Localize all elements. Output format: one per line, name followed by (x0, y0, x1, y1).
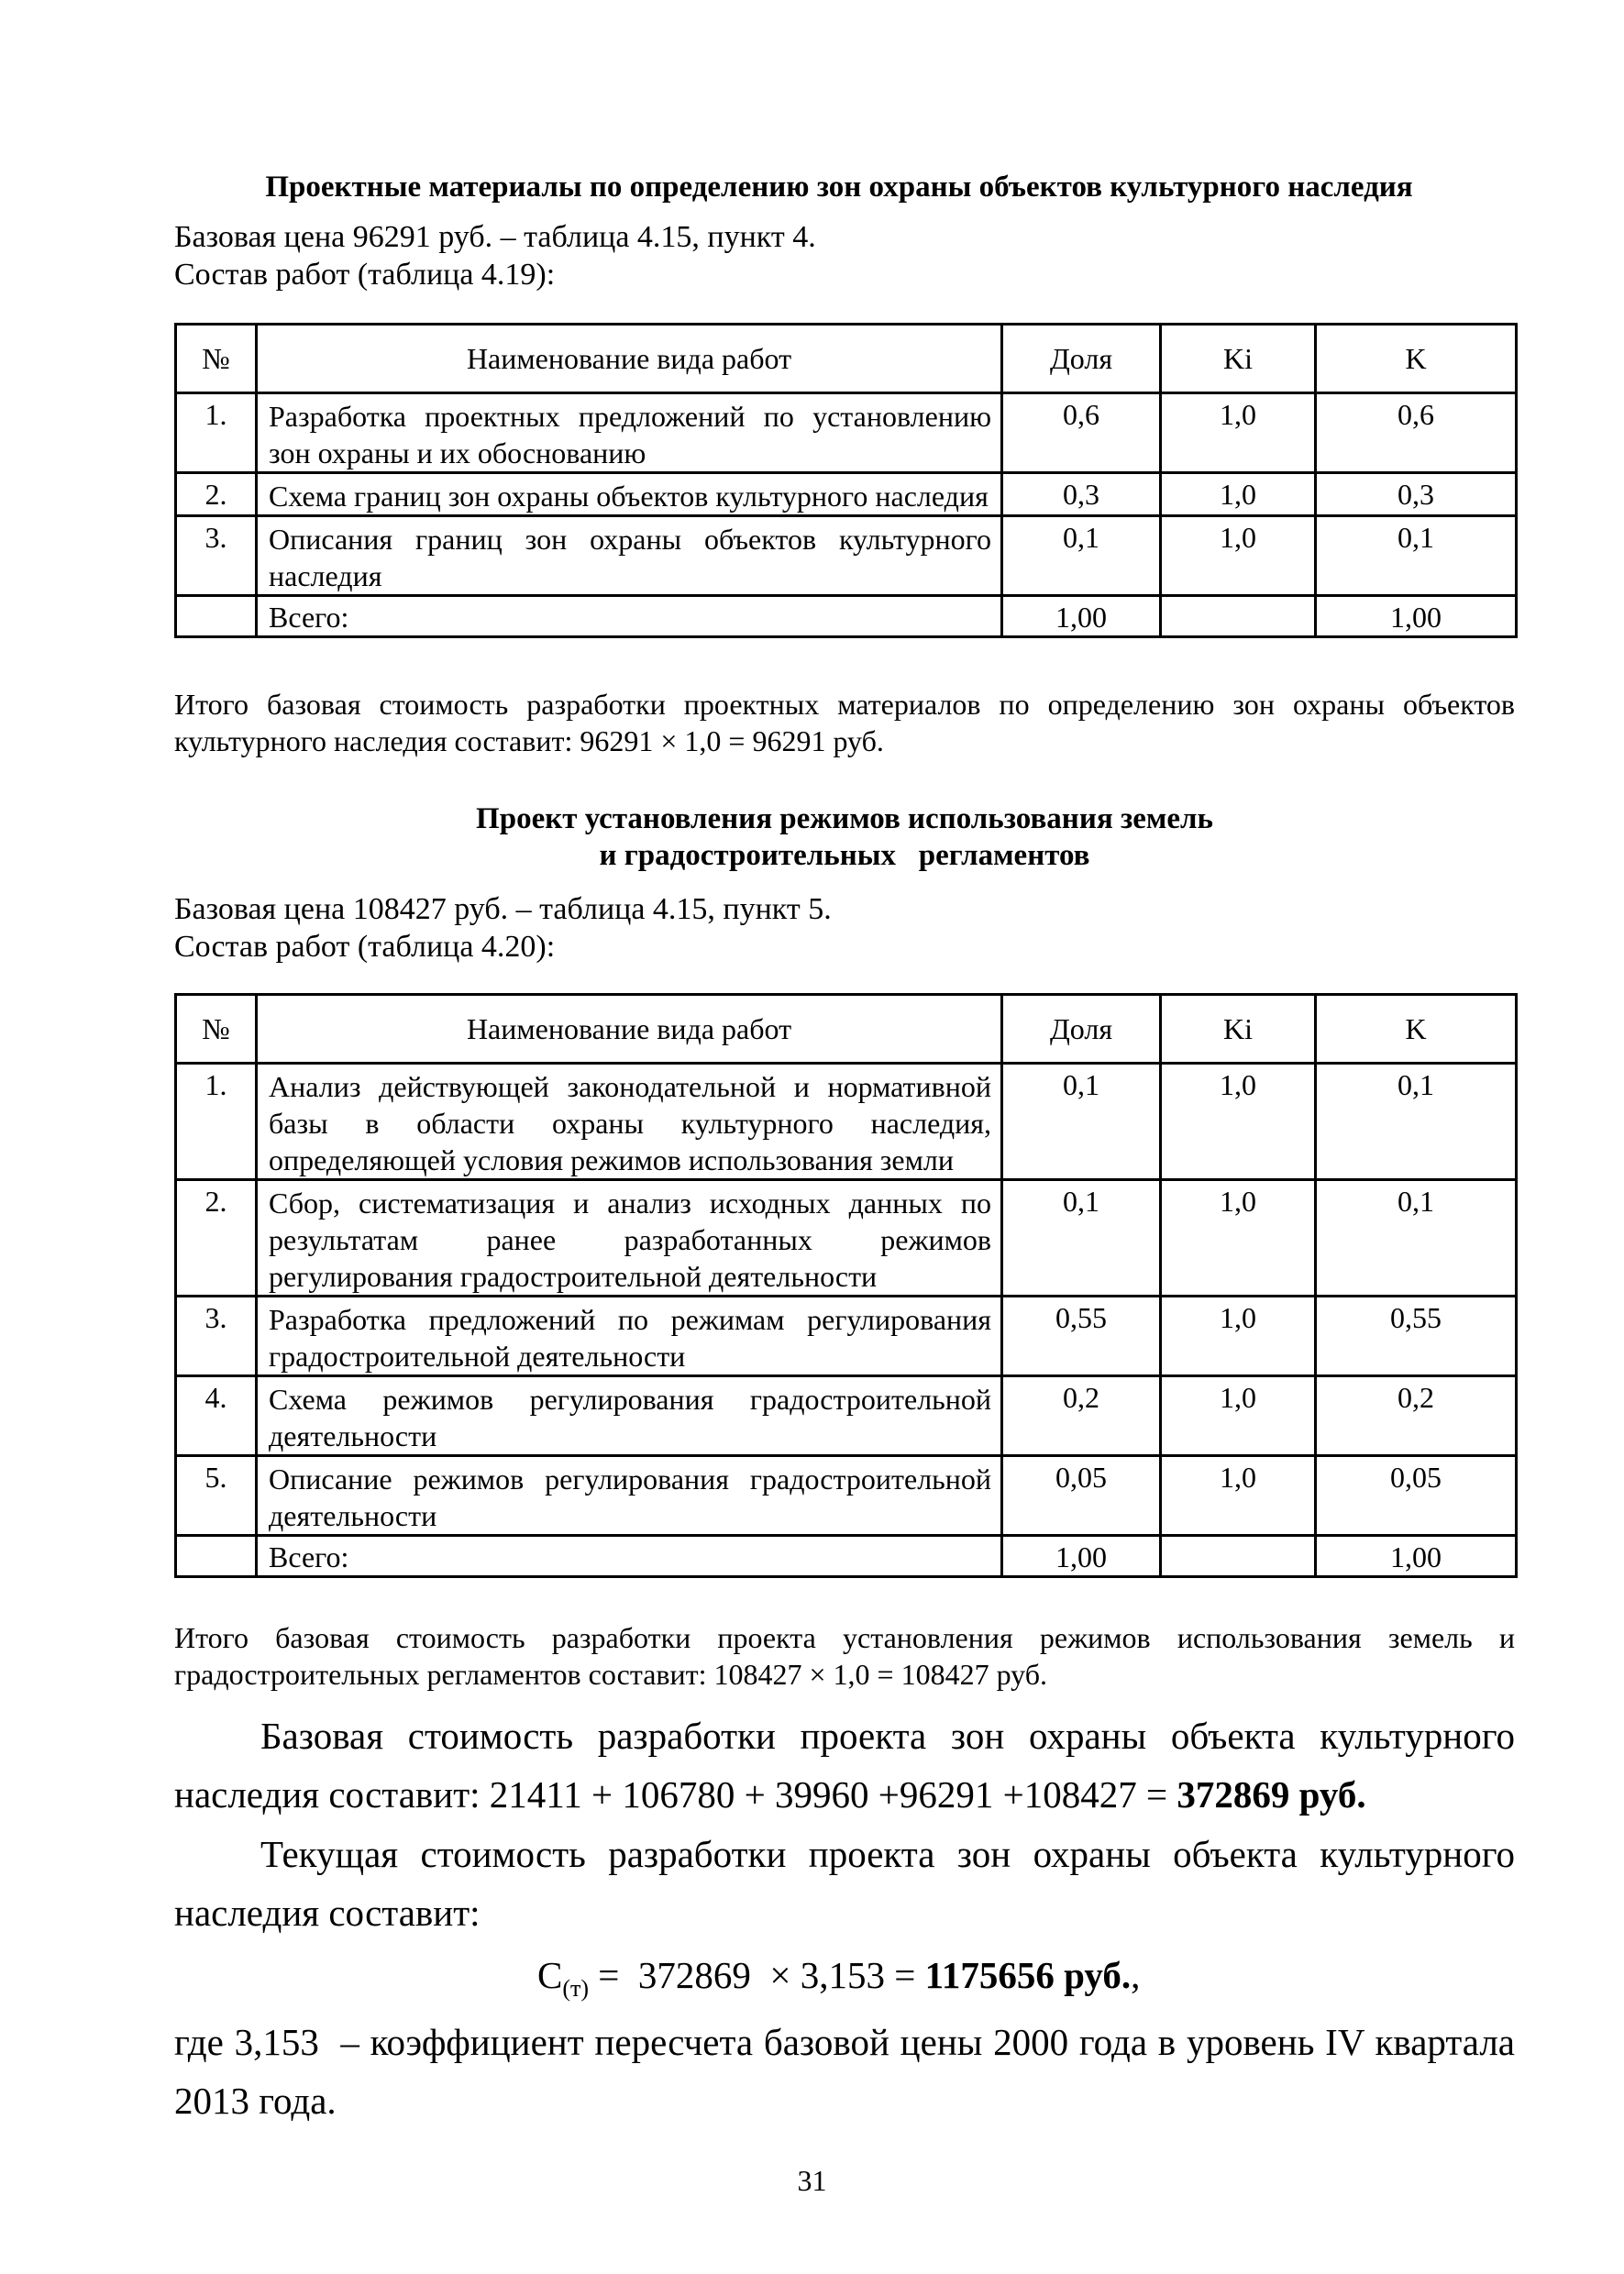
table-row (176, 1064, 1517, 1180)
row-num: 1. (176, 393, 257, 473)
row-ki: 1,0 (1161, 473, 1316, 516)
row-num: 1. (176, 1064, 257, 1180)
col-header-num: № (176, 995, 257, 1064)
total-share: 1,00 (1002, 1536, 1161, 1577)
row-k: 0,1 (1316, 1180, 1517, 1297)
col-header-name: Наименование вида работ (257, 325, 1002, 393)
row-share: 0,05 (1002, 1456, 1161, 1536)
section2-summary: Итого базовая стоимость разработки проекта установления режимов использования земель и градостроительных регламентов составит: 108427 × 1,0 = 108427 руб. (174, 1621, 1515, 1691)
row-k: 0,3 (1316, 473, 1517, 516)
base-cost-text: Базовая стоимость разработки проекта зон охраны объекта культурного наследия составит: 21411 + 106780 + 39960 +96291 +108427 = (174, 1715, 1515, 1816)
coefficient-note: где 3,153 – коэффициент пересчета базовой цены 2000 года в уровень IV квартала 2013 года. (174, 2021, 1525, 2122)
row-name: Описания границ зон охраны объектов культурного наследия (257, 516, 1002, 596)
row-num: 5. (176, 1456, 257, 1536)
col-header-num: № (176, 325, 257, 393)
section2-base-price: Базовая цена 108427 руб. – таблица 4.15, пункт 5. (174, 892, 832, 926)
table-header-row (176, 325, 1517, 393)
col-header-name: Наименование вида работ (257, 995, 1002, 1064)
row-name: Анализ действующей законодательной и нормативной базы в области охраны культурного наследия, определяющей условия режимов использования земли (257, 1064, 1002, 1180)
row-num: 2. (176, 1180, 257, 1297)
col-header-k: K (1316, 995, 1517, 1064)
row-name: Описание режимов регулирования градостроительной деятельности (257, 1456, 1002, 1536)
row-ki: 1,0 (1161, 1297, 1316, 1376)
row-k: 0,6 (1316, 393, 1517, 473)
formula-tail: , (1131, 1954, 1141, 1996)
total-ki-empty (1161, 596, 1316, 637)
table-total-row (176, 596, 1517, 637)
row-share: 0,1 (1002, 516, 1161, 596)
row-ki: 1,0 (1161, 516, 1316, 596)
total-k: 1,00 (1316, 1536, 1517, 1577)
row-share: 0,2 (1002, 1376, 1161, 1456)
section2-title-line2: и градостроительных регламентов (599, 839, 1090, 872)
table-row (176, 1180, 1517, 1297)
row-num: 3. (176, 1297, 257, 1376)
total-label: Всего: (257, 1536, 1002, 1577)
col-header-ki: Ki (1161, 325, 1316, 393)
row-name: Схема границ зон охраны объектов культурного наследия (257, 473, 1002, 516)
table-row (176, 516, 1517, 596)
total-k: 1,00 (1316, 596, 1517, 637)
row-name: Сбор, систематизация и анализ исходных данных по результатам ранее разработанных режимов регулирования градостроительной деятельности (257, 1180, 1002, 1297)
row-share: 0,6 (1002, 393, 1161, 473)
row-share: 0,55 (1002, 1297, 1161, 1376)
row-share: 0,1 (1002, 1180, 1161, 1297)
row-num: 4. (176, 1376, 257, 1456)
row-num: 2. (176, 473, 257, 516)
table-row (176, 1297, 1517, 1376)
table-total-row (176, 1536, 1517, 1577)
col-header-share: Доля (1002, 995, 1161, 1064)
row-ki: 1,0 (1161, 1376, 1316, 1456)
current-cost-formula (537, 1946, 1140, 2018)
row-k: 0,2 (1316, 1376, 1517, 1456)
section2-title-line1: Проект установления режимов использования земель (476, 802, 1213, 835)
total-share: 1,00 (1002, 596, 1161, 637)
page-number: 31 (797, 2164, 827, 2197)
row-num: 3. (176, 516, 257, 596)
section1-summary: Итого базовая стоимость разработки проектных материалов по определению зон охраны объектов культурного наследия составит: 96291 × 1,0 = 96291 руб. (174, 688, 1515, 757)
works-table-4-20 (174, 993, 1518, 1578)
section2-composition: Состав работ (таблица 4.20): (174, 930, 556, 964)
table-row (176, 393, 1517, 473)
row-share: 0,1 (1002, 1064, 1161, 1180)
row-ki: 1,0 (1161, 1456, 1316, 1536)
col-header-share: Доля (1002, 325, 1161, 393)
formula-symbol: C (537, 1954, 563, 1996)
total-num-empty (176, 596, 257, 637)
row-k: 0,1 (1316, 516, 1517, 596)
row-name: Разработка проектных предложений по установлению зон охраны и их обоснованию (257, 393, 1002, 473)
total-label: Всего: (257, 596, 1002, 637)
row-k: 0,55 (1316, 1297, 1517, 1376)
table-row (176, 473, 1517, 516)
total-num-empty (176, 1536, 257, 1577)
col-header-k: K (1316, 325, 1517, 393)
row-name: Разработка предложений по режимам регулирования градостроительной деятельности (257, 1297, 1002, 1376)
current-cost-paragraph: Текущая стоимость разработки проекта зон охраны объекта культурного наследия составит: (174, 1833, 1515, 1934)
row-ki: 1,0 (1161, 1064, 1316, 1180)
formula-subscript: (т) (562, 1975, 590, 2003)
section1-base-price: Базовая цена 96291 руб. – таблица 4.15, пункт 4. (174, 220, 816, 254)
section1-title: Проектные материалы по определению зон охраны объектов культурного наследия (265, 171, 1413, 204)
total-ki-empty (1161, 1536, 1316, 1577)
formula-result: 1175656 руб. (924, 1954, 1132, 1996)
table-header-row (176, 995, 1517, 1064)
row-k: 0,1 (1316, 1064, 1517, 1180)
table-row (176, 1376, 1517, 1456)
row-name: Схема режимов регулирования градостроительной деятельности (257, 1376, 1002, 1456)
row-ki: 1,0 (1161, 1180, 1316, 1297)
row-ki: 1,0 (1161, 393, 1316, 473)
row-k: 0,05 (1316, 1456, 1517, 1536)
table-row (176, 1456, 1517, 1536)
row-share: 0,3 (1002, 473, 1161, 516)
formula-expression: = 372869 × 3,153 = (589, 1954, 925, 1996)
base-cost-total: 372869 руб. (1177, 1773, 1366, 1816)
works-table-4-19 (174, 323, 1518, 638)
base-cost-paragraph (174, 1706, 1515, 1824)
col-header-ki: Ki (1161, 995, 1316, 1064)
section1-composition: Состав работ (таблица 4.19): (174, 258, 556, 292)
